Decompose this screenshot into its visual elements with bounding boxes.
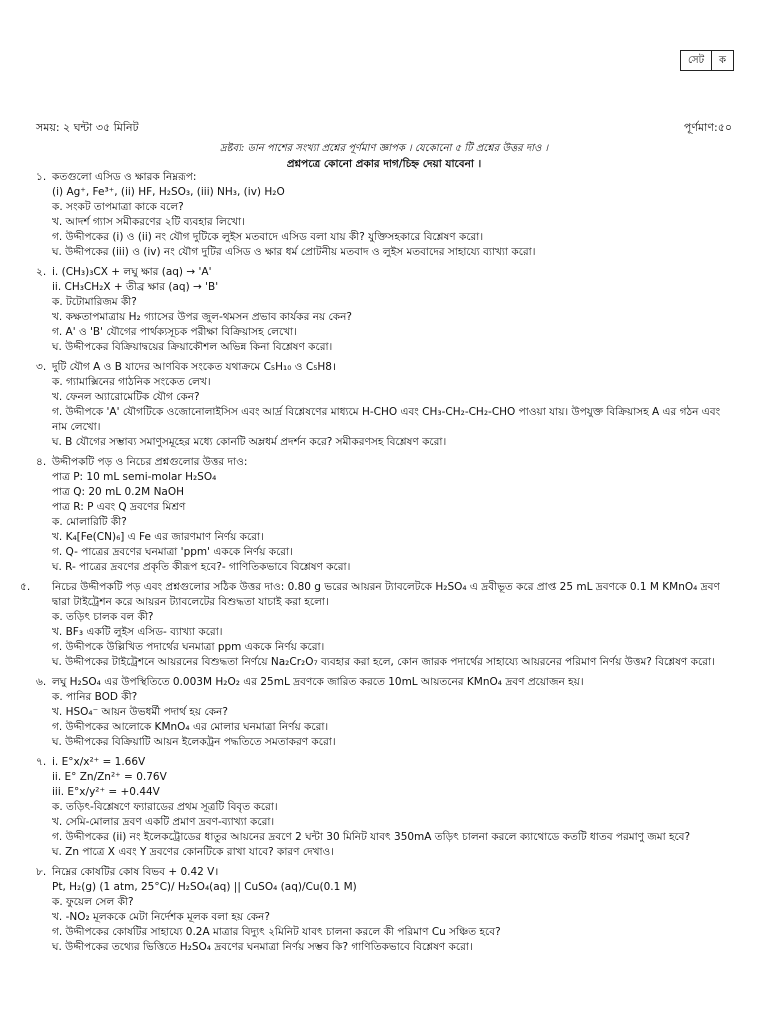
question-line: গ. উদ্দীপকের কোষটির সাহায্যে 0.2A মাত্রার বিদ্যুৎ ২মিনিট যাবৎ চালনা করলে কী পরিমাণ Cu সঞ্চিত হবে? [52,926,501,938]
question-line: গ. উদ্দীপকে 'A' যৌগটিকে ওজোনোলাইসিস এবং আর্দ্র বিশ্লেষণের মাধ্যমে H-CHO এবং CH₃-CH₂-CH₂-CHO পাওয়া যায়। উপযুক্ত বিক্রিয়াসহ A এর গঠন এবং নাম লেখো। [52,406,721,433]
question-text: i. E°x/x²⁺ = 1.66V [52,756,146,768]
question-line: ii. E° Zn/Zn²⁺ = 0.76V [52,771,167,783]
question-line: (i) Ag⁺, Fe³⁺, (ii) HF, H₂SO₃, (iii) NH₃, (iv) H₂O [52,186,285,198]
question-line: খ. K₄[Fe(CN)₆] এ Fe এর জারণমাণ নির্ণয় করো। [52,531,264,543]
question-line: খ. -NO₂ মূলককে মেটা নির্দেশক মূলক বলা হয় কেন? [52,911,270,923]
question-block [36,865,736,955]
question-stem [36,865,736,880]
question-line: গ. উদ্দীপকের (ii) নং ইলেকট্রোডের ধাতুর আয়নের দ্রবণে 2 ঘন্টা 30 মিনিট যাবৎ 350mA তড়িৎ চালনা করলে ক্যাথোডে কতটি ধাতব পরমাণু জমা হবে? [52,831,691,843]
question-text: নিম্নের কোষটির কোষ বিভব + 0.42 V। [52,866,219,878]
question-text: লঘু H₂SO₄ এর উপস্থিতিতে 0.003M H₂O₂ এর 25mL দ্রবণকে জারিত করতে 10mL আয়তনের KMnO₄ দ্রবণ প্রয়োজন হয়। [52,676,584,688]
question-line: ক. ফুয়েল সেল কী? [52,896,134,908]
question-number: ৫. [20,581,31,593]
question-number: ১. [36,171,47,183]
question-line: ঘ. B যৌগের সম্ভাব্য সমাণুসমূহের মধ্যে কোনটি অম্লধর্ম প্রদর্শন করে? সমীকরণসহ বিশ্লেষণ করো। [52,436,447,448]
question-block [36,755,736,860]
question-stem [36,455,736,470]
question-line: খ. BF₃ একটি লুইস এসিড- ব্যাখ্যা করো। [52,626,223,638]
question-line: ঘ. Zn পাত্রে X এবং Y দ্রবণের কোনটিকে রাখা যাবে? কারণ দেখাও। [52,846,335,858]
question-number: ৮. [36,866,47,878]
question-stem [20,580,736,610]
full-marks: পূর্ণমাণ:৫০ [683,121,732,134]
question-line: ঘ. উদ্দীপকের বিক্রিয়াটি আয়ন ইলেকট্রন পদ্ধতিতে সমতাকরণ করো। [52,736,336,748]
question-line: ঘ. উদ্দীপকের বিক্রিয়াদ্বয়ের ক্রিয়াকৌশল অভিন্ন কিনা বিশ্লেষণ করো। [52,341,333,353]
question-line: ক. সংকট তাপমাত্রা কাকে বলে? [52,201,184,213]
question-line: খ. আদর্শ গ্যাস সমীকরণের ২টি ব্যবহার লিখো। [52,216,245,228]
question-line: খ. কক্ষতাপমাত্রায় H₂ গ্যাসের উপর জুল-থমসন প্রভাব কার্যকর নয় কেন? [52,311,352,323]
question-line: পাত্র P: 10 mL semi-molar H₂SO₄ [52,471,217,483]
question-line: গ. উদ্দীপকে উল্লিখিত পদার্থের ঘনমাত্রা ppm এককে নির্ণয় করো। [52,641,325,653]
question-list [20,170,736,960]
question-block [36,675,736,750]
question-stem [36,265,736,280]
question-block [36,265,736,355]
question-block [36,360,736,450]
question-number: ৩. [36,361,47,373]
question-line: পাত্র R: P এবং Q দ্রবণের মিশ্রণ [52,501,186,513]
instruction-note: দ্রষ্টব্য: ডান পাশের সংখ্যা প্রশ্নের পূর্ণমাণ জ্ঞাপক । যেকোনো ৫ টি প্রশ্নের উত্তর দাও । [219,143,549,154]
question-line: Pt, H₂(g) (1 atm, 25°C)/ H₂SO₄(aq) || CuSO₄ (aq)/Cu(0.1 M) [52,881,357,893]
question-line: গ. Q- পাত্রের দ্রবণের ঘনমাত্রা 'ppm' এককে নির্ণয় করো। [52,546,293,558]
question-line: ক. তড়িৎ চালক বল কী? [52,611,154,623]
question-number: ২. [36,266,47,278]
question-line: গ. উদ্দীপকের (i) ও (ii) নং যৌগ দুটিকে লুইস মতবাদে এসিড বলা যায় কী? যুক্তিসহকারে বিশ্লেষণ করো। [52,231,484,243]
question-line: গ. A' ও 'B' যৌগের পার্থক্যসূচক পরীক্ষা বিক্রিয়াসহ লেখো। [52,326,297,338]
question-line: ক. তড়িৎ-বিশ্লেষণে ফ্যারাডের প্রথম সূত্রটি বিবৃত করো। [52,801,278,813]
question-number: ৬. [36,676,47,688]
exam-time: সময়: ২ ঘন্টা ৩৫ মিনিট [36,121,139,134]
question-line: খ. HSO₄⁻ আয়ন উভধর্মী পদার্থ হয় কেন? [52,706,228,718]
question-text: i. (CH₃)₃CX + লঘু ক্ষার (aq) → 'A' [52,266,212,278]
question-line: ঘ. উদ্দীপকের তথ্যের ভিত্তিতে H₂SO₄ দ্রবণের ঘনমাত্রা নির্ণয় সম্ভব কি? গাণিতিকভাবে বিশ্লেষণ করো। [52,941,473,953]
question-number: ৭. [36,756,47,768]
question-number: ৪. [36,456,47,468]
question-line: ii. CH₃CH₂X + তীব্র ক্ষার (aq) → 'B' [52,281,219,293]
question-line: ঘ. উদ্দীপকের (iii) ও (iv) নং যৌগ দুটির এসিড ও ক্ষার ধর্ম প্রোটনীয় মতবাদ ও লুইস মতবাদের সাহায্যে ব্যাখ্যা করো। [52,246,536,258]
set-box [680,50,734,71]
question-line: পাত্র Q: 20 mL 0.2M NaOH [52,486,185,498]
question-line: ক. গ্যামাক্সিনের গাঠনিক সংকেত লেখ। [52,376,211,388]
question-text: উদ্দীপকটি পড় ও নিচের প্রশ্নগুলোর উত্তর দাও: [52,456,248,468]
question-text: নিচের উদ্দীপকটি পড় এবং প্রশ্নগুলোর সঠিক উত্তর দাও: 0.80 g ভরের আয়রন ট্যাবলেটকে H₂SO₄ এ দ্রবীভূত করে প্রাপ্ত 25 mL দ্রবণকে 0.1 M KMnO₄ দ্রবণ দ্বারা টাইট্রেশন করে আয়রন ট্যাবলেটের বিশুদ্ধতা যাচাই করা হলো। [52,581,720,608]
set-label: সেট [681,51,712,70]
set-value: ক [719,55,726,66]
question-line: ক. টটোমারিজম কী? [52,296,137,308]
question-stem [36,360,736,375]
question-block [20,580,736,670]
question-text: কতগুলো এসিড ও ক্ষারক নিম্নরূপ: [52,171,197,183]
question-stem [36,170,736,185]
question-text: দুটি যৌগ A ও B যাদের আণবিক সংকেত যথাক্রমে C₅H₁₀ ও C₅H8। [52,361,336,373]
question-line: খ. সেমি-মোলার দ্রবণ একটি প্রমাণ দ্রবণ-ব্যাখ্যা করো। [52,816,275,828]
question-line: খ. ফেনল অ্যারোমেটিক যৌগ কেন? [52,391,200,403]
question-stem [36,675,736,690]
question-block [36,170,736,260]
question-block [36,455,736,575]
question-line: গ. উদ্দীপকের আলোকে KMnO₄ এর মোলার ঘনমাত্রা নির্ণয় করো। [52,721,329,733]
question-line: ঘ. R- পাত্রের দ্রবণের প্রকৃতি কীরূপ হবে?- গাণিতিকভাবে বিশ্লেষণ করো। [52,561,351,573]
question-stem [36,755,736,770]
question-line: ক. মোলারিটি কী? [52,516,127,528]
warning-note: প্রশ্নপত্রে কোনো প্রকার দাগ/চিহ্ন দেয়া যাবেনা । [286,158,482,170]
question-line: ঘ. উদ্দীপকের টাইট্রেশনে আয়রনের বিশুদ্ধতা নির্ণয়ে Na₂Cr₂O₇ ব্যবহার করা হলে, কোন জারক পদার্থের সাহায্যে আয়রনের পরিমাণ নির্ণয় উত্তম? বিশ্লেষণ করো। [52,656,715,668]
question-line: ক. পানির BOD কী? [52,691,138,703]
question-line: iii. E°x/y²⁺ = +0.44V [52,786,160,798]
